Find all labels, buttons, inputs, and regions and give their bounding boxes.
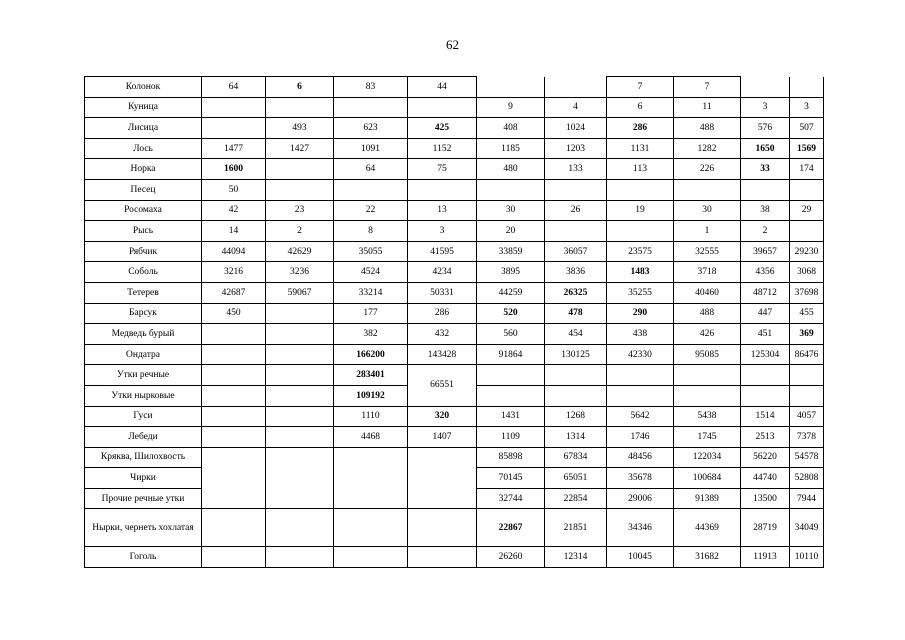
table-cell	[266, 385, 334, 406]
table-cell: 12314	[545, 547, 607, 568]
table-cell: 7	[674, 77, 741, 98]
table-cell: 426	[674, 324, 741, 345]
table-cell: 85898	[477, 447, 545, 468]
table-cell: 5438	[674, 406, 741, 427]
table-cell: 3718	[674, 262, 741, 283]
table-cell: 454	[545, 324, 607, 345]
row-label: Гоголь	[85, 547, 202, 568]
table-cell	[607, 385, 674, 406]
table-cell: 1185	[477, 138, 545, 159]
table-row	[85, 262, 824, 283]
table-cell: 33214	[334, 282, 408, 303]
table-row	[85, 488, 824, 509]
table-cell: 1131	[607, 138, 674, 159]
table-cell: 623	[334, 118, 408, 139]
row-label: Росомаха	[85, 200, 202, 221]
table-cell: 35255	[607, 282, 674, 303]
table-cell: 30	[477, 200, 545, 221]
table-row	[85, 118, 824, 139]
table-cell	[202, 324, 266, 345]
table-cell: 44369	[674, 509, 741, 547]
row-label: Нырки, чернеть хохлатая	[85, 509, 202, 547]
table-cell: 488	[674, 118, 741, 139]
table-row	[85, 159, 824, 180]
table-row	[85, 547, 824, 568]
table-cell: 42687	[202, 282, 266, 303]
table-cell	[266, 468, 334, 489]
table-cell: 166200	[334, 344, 408, 365]
table-cell	[408, 547, 477, 568]
table-cell: 64	[202, 77, 266, 98]
table-cell: 7	[607, 77, 674, 98]
table-cell: 226	[674, 159, 741, 180]
table-cell	[607, 179, 674, 200]
table-cell	[408, 509, 477, 547]
table-cell: 1569	[790, 138, 824, 159]
table-cell: 23	[266, 200, 334, 221]
row-label: Лось	[85, 138, 202, 159]
table-cell	[266, 427, 334, 448]
table-cell	[202, 447, 266, 468]
table-cell	[408, 468, 477, 489]
table-cell: 29	[790, 200, 824, 221]
table-cell	[545, 221, 607, 242]
table-cell: 11	[674, 97, 741, 118]
table-row	[85, 303, 824, 324]
table-cell	[408, 488, 477, 509]
table-cell: 520	[477, 303, 545, 324]
table-cell: 37698	[790, 282, 824, 303]
table-cell: 4	[545, 97, 607, 118]
table-cell	[266, 509, 334, 547]
table-cell: 320	[408, 406, 477, 427]
table-cell: 6	[607, 97, 674, 118]
table-cell	[741, 365, 790, 386]
table-cell	[202, 547, 266, 568]
table-cell: 3895	[477, 262, 545, 283]
table-cell: 32744	[477, 488, 545, 509]
table-cell	[674, 179, 741, 200]
row-label: Тетерев	[85, 282, 202, 303]
table-cell: 41595	[408, 241, 477, 262]
table-cell	[477, 179, 545, 200]
table-cell: 1427	[266, 138, 334, 159]
table-cell: 36057	[545, 241, 607, 262]
table-cell: 100684	[674, 468, 741, 489]
table-cell	[741, 77, 790, 98]
table-cell: 455	[790, 303, 824, 324]
table-cell: 39657	[741, 241, 790, 262]
table-cell: 29006	[607, 488, 674, 509]
table-cell: 3	[408, 221, 477, 242]
table-cell: 9	[477, 97, 545, 118]
row-label: Утки речные	[85, 365, 202, 386]
table-cell: 560	[477, 324, 545, 345]
table-cell	[741, 179, 790, 200]
table-row	[85, 221, 824, 242]
table-cell	[202, 118, 266, 139]
table-cell	[266, 365, 334, 386]
table-cell	[477, 365, 545, 386]
table-cell: 3068	[790, 262, 824, 283]
table-cell	[202, 488, 266, 509]
table-cell	[202, 406, 266, 427]
table-cell: 290	[607, 303, 674, 324]
table-row	[85, 447, 824, 468]
row-label: Соболь	[85, 262, 202, 283]
table-cell	[266, 159, 334, 180]
table-cell: 438	[607, 324, 674, 345]
table-cell: 2	[741, 221, 790, 242]
table-cell: 35055	[334, 241, 408, 262]
table-cell: 28719	[741, 509, 790, 547]
table-cell: 125304	[741, 344, 790, 365]
table-cell: 29230	[790, 241, 824, 262]
table-cell	[790, 365, 824, 386]
table-cell	[790, 221, 824, 242]
table-row	[85, 365, 824, 386]
table-cell: 1268	[545, 406, 607, 427]
table-cell: 1282	[674, 138, 741, 159]
table-cell: 143428	[408, 344, 477, 365]
table-row	[85, 344, 824, 365]
table-cell	[266, 303, 334, 324]
table-cell: 34346	[607, 509, 674, 547]
table-cell	[607, 221, 674, 242]
table-cell: 59067	[266, 282, 334, 303]
table-cell: 3	[741, 97, 790, 118]
row-label: Медведь бурый	[85, 324, 202, 345]
table-cell: 113	[607, 159, 674, 180]
table-cell: 44094	[202, 241, 266, 262]
table-cell: 86476	[790, 344, 824, 365]
table-cell: 21851	[545, 509, 607, 547]
table-cell: 382	[334, 324, 408, 345]
table-cell: 4234	[408, 262, 477, 283]
row-label: Колонок	[85, 77, 202, 98]
table-cell: 1483	[607, 262, 674, 283]
table-cell	[545, 365, 607, 386]
table-cell	[674, 365, 741, 386]
row-label: Рябчик	[85, 241, 202, 262]
table-cell: 38	[741, 200, 790, 221]
table-cell: 4057	[790, 406, 824, 427]
table-row	[85, 138, 824, 159]
table-row	[85, 427, 824, 448]
table-cell	[607, 365, 674, 386]
table-cell: 56220	[741, 447, 790, 468]
table-row	[85, 97, 824, 118]
table-cell: 42330	[607, 344, 674, 365]
table-cell: 67834	[545, 447, 607, 468]
row-label: Гуси	[85, 406, 202, 427]
table-cell: 286	[408, 303, 477, 324]
table-cell	[202, 365, 266, 386]
table-cell: 286	[607, 118, 674, 139]
table-cell: 432	[408, 324, 477, 345]
table-cell: 13500	[741, 488, 790, 509]
row-label: Чирки	[85, 468, 202, 489]
table-cell	[334, 509, 408, 547]
table-cell: 44	[408, 77, 477, 98]
table-cell: 493	[266, 118, 334, 139]
table-cell	[202, 344, 266, 365]
table-cell: 3	[790, 97, 824, 118]
table-cell: 109192	[334, 385, 408, 406]
table-cell: 10110	[790, 547, 824, 568]
table-cell: 44259	[477, 282, 545, 303]
row-label: Кряква, Шилохвость	[85, 447, 202, 468]
table-cell	[477, 385, 545, 406]
table-cell: 70145	[477, 468, 545, 489]
table-cell	[202, 509, 266, 547]
table-cell: 1024	[545, 118, 607, 139]
table-cell: 8	[334, 221, 408, 242]
table-cell	[266, 97, 334, 118]
table-cell: 2	[266, 221, 334, 242]
table-cell: 122034	[674, 447, 741, 468]
table-cell: 447	[741, 303, 790, 324]
table-cell: 3216	[202, 262, 266, 283]
table-cell: 33859	[477, 241, 545, 262]
table-cell	[334, 547, 408, 568]
table-cell	[790, 179, 824, 200]
table-cell: 576	[741, 118, 790, 139]
table-cell	[545, 179, 607, 200]
row-label: Куница	[85, 97, 202, 118]
table-cell: 4524	[334, 262, 408, 283]
table-cell: 1	[674, 221, 741, 242]
table-cell	[266, 324, 334, 345]
table-cell: 1514	[741, 406, 790, 427]
table-cell: 13	[408, 200, 477, 221]
table-cell: 369	[790, 324, 824, 345]
table-cell: 22854	[545, 488, 607, 509]
table-cell: 4468	[334, 427, 408, 448]
table-cell: 1477	[202, 138, 266, 159]
table-cell: 6	[266, 77, 334, 98]
table-cell: 7378	[790, 427, 824, 448]
table-cell: 32555	[674, 241, 741, 262]
table-row	[85, 324, 824, 345]
row-label: Песец	[85, 179, 202, 200]
table-cell: 1152	[408, 138, 477, 159]
table-cell: 26	[545, 200, 607, 221]
table-cell: 177	[334, 303, 408, 324]
table-cell: 408	[477, 118, 545, 139]
table-cell	[202, 97, 266, 118]
table-cell	[334, 179, 408, 200]
table-cell-merged: 66551	[408, 365, 477, 406]
table-cell: 31682	[674, 547, 741, 568]
table-cell: 507	[790, 118, 824, 139]
table-cell: 10045	[607, 547, 674, 568]
table-cell: 2513	[741, 427, 790, 448]
table-cell	[202, 427, 266, 448]
table-cell: 50331	[408, 282, 477, 303]
table-cell	[790, 77, 824, 98]
table-cell: 133	[545, 159, 607, 180]
table-cell: 48712	[741, 282, 790, 303]
row-label: Ондатра	[85, 344, 202, 365]
table-cell: 14	[202, 221, 266, 242]
table-cell: 1745	[674, 427, 741, 448]
table-cell	[674, 385, 741, 406]
table-cell	[266, 406, 334, 427]
table-cell	[408, 97, 477, 118]
table-cell: 7944	[790, 488, 824, 509]
table-cell: 42	[202, 200, 266, 221]
table-cell: 64	[334, 159, 408, 180]
table-cell: 22	[334, 200, 408, 221]
table-row	[85, 200, 824, 221]
table-cell: 54578	[790, 447, 824, 468]
table-cell	[545, 77, 607, 98]
table-cell: 40460	[674, 282, 741, 303]
table-cell: 1431	[477, 406, 545, 427]
table-cell: 26260	[477, 547, 545, 568]
table-cell: 83	[334, 77, 408, 98]
table-cell: 3836	[545, 262, 607, 283]
table-cell	[741, 385, 790, 406]
table-cell	[334, 468, 408, 489]
table-cell	[266, 488, 334, 509]
table-row	[85, 241, 824, 262]
table-cell	[334, 447, 408, 468]
table-row	[85, 468, 824, 489]
table-cell: 91864	[477, 344, 545, 365]
table-cell: 1091	[334, 138, 408, 159]
row-label: Лебеди	[85, 427, 202, 448]
row-label: Рысь	[85, 221, 202, 242]
table-cell: 11913	[741, 547, 790, 568]
table-cell	[477, 77, 545, 98]
table-cell: 33	[741, 159, 790, 180]
table-cell	[334, 488, 408, 509]
row-label: Лисица	[85, 118, 202, 139]
table-cell: 451	[741, 324, 790, 345]
table-cell: 19	[607, 200, 674, 221]
table-row	[85, 406, 824, 427]
table-cell: 1314	[545, 427, 607, 448]
table-cell	[266, 447, 334, 468]
table-row	[85, 282, 824, 303]
table-cell: 478	[545, 303, 607, 324]
table-cell: 480	[477, 159, 545, 180]
table-cell: 34049	[790, 509, 824, 547]
table-cell: 5642	[607, 406, 674, 427]
table-cell: 450	[202, 303, 266, 324]
table-cell: 52808	[790, 468, 824, 489]
table-cell: 1203	[545, 138, 607, 159]
table-cell: 1109	[477, 427, 545, 448]
table-cell: 20	[477, 221, 545, 242]
table-cell: 1650	[741, 138, 790, 159]
table-cell: 4356	[741, 262, 790, 283]
table-cell: 130125	[545, 344, 607, 365]
table-row	[85, 509, 824, 547]
table-cell: 488	[674, 303, 741, 324]
table-cell: 50	[202, 179, 266, 200]
table-cell: 1746	[607, 427, 674, 448]
row-label: Утки нырковые	[85, 385, 202, 406]
table-cell: 23575	[607, 241, 674, 262]
row-label: Прочие речные утки	[85, 488, 202, 509]
table-cell: 22867	[477, 509, 545, 547]
table-cell: 44740	[741, 468, 790, 489]
table-cell	[334, 97, 408, 118]
table-row	[85, 77, 824, 98]
table-cell: 91389	[674, 488, 741, 509]
row-label: Норка	[85, 159, 202, 180]
table-cell: 48456	[607, 447, 674, 468]
table-cell	[545, 385, 607, 406]
table-cell: 35678	[607, 468, 674, 489]
table-cell: 30	[674, 200, 741, 221]
table-cell: 95085	[674, 344, 741, 365]
table-cell: 174	[790, 159, 824, 180]
table-cell: 65051	[545, 468, 607, 489]
hunting-statistics-table	[84, 76, 824, 568]
table-cell: 42629	[266, 241, 334, 262]
table-cell	[266, 547, 334, 568]
table-cell: 1110	[334, 406, 408, 427]
table-cell	[408, 179, 477, 200]
table-cell	[266, 179, 334, 200]
table-cell	[790, 385, 824, 406]
table-row	[85, 179, 824, 200]
table-cell	[266, 344, 334, 365]
table-cell: 3236	[266, 262, 334, 283]
row-label: Барсук	[85, 303, 202, 324]
table-cell: 1407	[408, 427, 477, 448]
page-number: 62	[446, 37, 459, 52]
table-cell	[408, 447, 477, 468]
table-cell: 1600	[202, 159, 266, 180]
table-cell: 283401	[334, 365, 408, 386]
table-cell	[202, 385, 266, 406]
table-cell: 26325	[545, 282, 607, 303]
table-cell: 75	[408, 159, 477, 180]
table-cell: 425	[408, 118, 477, 139]
table-cell	[202, 468, 266, 489]
